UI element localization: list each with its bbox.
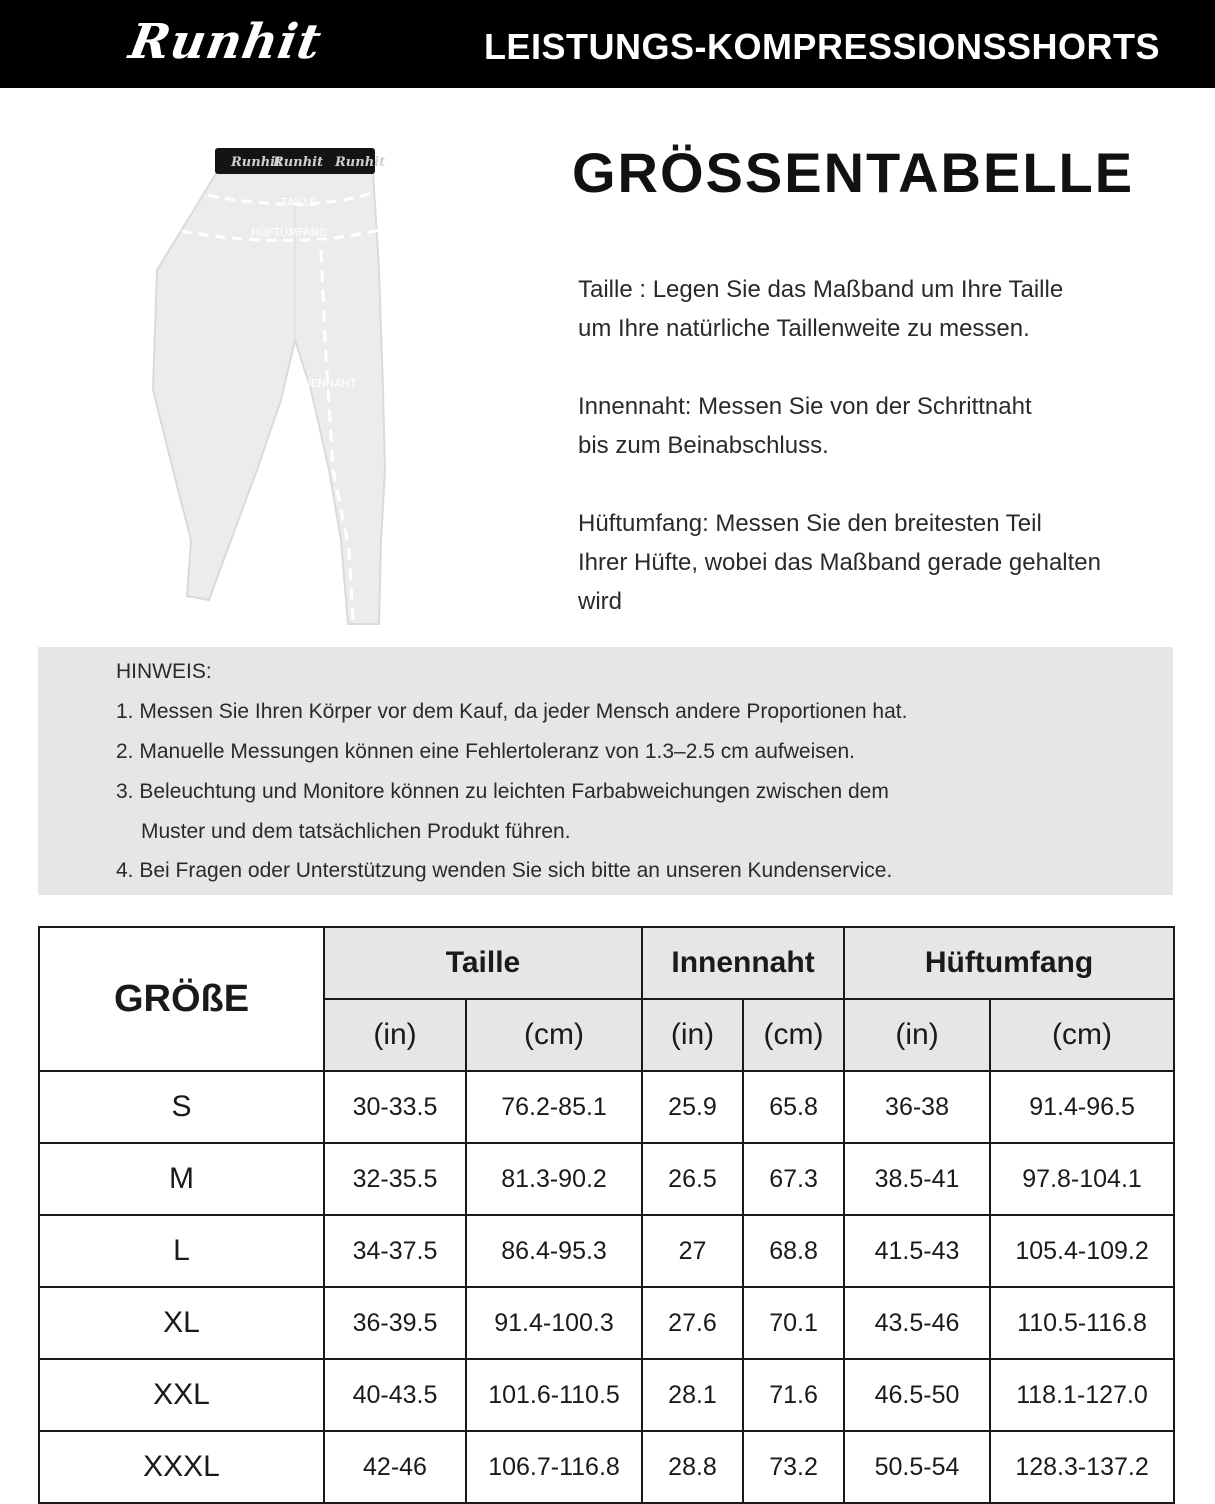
measurement-cell: 67.3	[743, 1143, 844, 1215]
note-box	[38, 647, 1173, 895]
note-item: 1. Messen Sie Ihren Körper vor dem Kauf, da jeder Mensch andere Proportionen hat.	[116, 700, 908, 723]
measurement-cell: 106.7-116.8	[466, 1431, 642, 1503]
inseam-label: INNENNAHT	[291, 377, 357, 390]
measurement-cell: 68.8	[743, 1215, 844, 1287]
svg-text:Runhit: Runhit	[335, 155, 386, 170]
measurement-cell: 40-43.5	[324, 1359, 466, 1431]
measurement-cell: 36-39.5	[324, 1287, 466, 1359]
measurement-cell: 26.5	[642, 1143, 743, 1215]
unit-header: (in)	[844, 999, 990, 1071]
note-item-continuation: Muster und dem tatsächlichen Produkt führen.	[141, 820, 571, 843]
measurement-cell: 65.8	[743, 1071, 844, 1143]
header-title: LEISTUNGS-KOMPRESSIONSSHORTS	[483, 26, 1160, 67]
unit-header: (cm)	[743, 999, 844, 1071]
measurement-cell: 30-33.5	[324, 1071, 466, 1143]
size-table-body	[39, 1071, 1174, 1503]
unit-header: (cm)	[466, 999, 642, 1071]
unit-header: (in)	[642, 999, 743, 1071]
note-heading: HINWEIS:	[116, 660, 212, 683]
waistband-brand: Runhit	[273, 155, 324, 170]
measurement-cell: 76.2-85.1	[466, 1071, 642, 1143]
table-row	[39, 1359, 1174, 1431]
measurement-cell: 81.3-90.2	[466, 1143, 642, 1215]
measurement-cell: 50.5-54	[844, 1431, 990, 1503]
size-cell: XXL	[39, 1359, 324, 1431]
waist-description: Taille : Legen Sie das Maßband um Ihre Taille um Ihre natürliche Taillenweite zu messen.	[578, 276, 1064, 342]
measurement-cell: 70.1	[743, 1287, 844, 1359]
measurement-cell: 25.9	[642, 1071, 743, 1143]
measurement-cell: 28.1	[642, 1359, 743, 1431]
measurement-cell: 34-37.5	[324, 1215, 466, 1287]
size-cell: XXXL	[39, 1431, 324, 1503]
compression-pants-figure	[135, 140, 395, 630]
measurement-cell: 128.3-137.2	[990, 1431, 1174, 1503]
size-cell: S	[39, 1071, 324, 1143]
note-item: 4. Bei Fragen oder Unterstützung wenden Sie sich bitte an unseren Kundenservice.	[116, 859, 893, 882]
size-table	[38, 926, 1175, 1504]
measurement-cell: 118.1-127.0	[990, 1359, 1174, 1431]
hip-group-header: Hüftumfang	[844, 927, 1174, 999]
size-cell: XL	[39, 1287, 324, 1359]
measurement-cell: 97.8-104.1	[990, 1143, 1174, 1215]
page-title: GRÖSSENTABELLE	[572, 141, 1135, 204]
brand-logo: Runhit	[125, 14, 326, 70]
waist-group-header: Taille	[324, 927, 642, 999]
table-row	[39, 1431, 1174, 1503]
waist-label: TAILLE	[281, 196, 317, 209]
measurement-cell: 71.6	[743, 1359, 844, 1431]
measurement-cell: 46.5-50	[844, 1359, 990, 1431]
table-row	[39, 1071, 1174, 1143]
hip-description: Hüftumfang: Messen Sie den breitesten Teil Ihrer Hüfte, wobei das Maßband gerade gehalten wird	[578, 510, 1101, 615]
measurement-cell: 42-46	[324, 1431, 466, 1503]
svg-text:Runhit: Runhit	[231, 155, 282, 170]
unit-header: (cm)	[990, 999, 1174, 1071]
note-item: 2. Manuelle Messungen können eine Fehlertoleranz von 1.3–2.5 cm aufweisen.	[116, 740, 855, 763]
measurement-cell: 110.5-116.8	[990, 1287, 1174, 1359]
inseam-description: Innennaht: Messen Sie von der Schrittnaht bis zum Beinabschluss.	[578, 393, 1032, 459]
size-cell: M	[39, 1143, 324, 1215]
table-row	[39, 1287, 1174, 1359]
unit-header: (in)	[324, 999, 466, 1071]
measurement-cell: 38.5-41	[844, 1143, 990, 1215]
measurement-cell: 27	[642, 1215, 743, 1287]
measurement-cell: 91.4-96.5	[990, 1071, 1174, 1143]
measurement-cell: 73.2	[743, 1431, 844, 1503]
measurement-cell: 43.5-46	[844, 1287, 990, 1359]
size-cell: L	[39, 1215, 324, 1287]
note-item: 3. Beleuchtung und Monitore können zu leichten Farbabweichungen zwischen dem	[116, 780, 889, 803]
measurement-cell: 101.6-110.5	[466, 1359, 642, 1431]
measurement-cell: 32-35.5	[324, 1143, 466, 1215]
measurement-cell: 91.4-100.3	[466, 1287, 642, 1359]
measurement-cell: 27.6	[642, 1287, 743, 1359]
measurement-cell: 28.8	[642, 1431, 743, 1503]
measurement-cell: 86.4-95.3	[466, 1215, 642, 1287]
table-row	[39, 1143, 1174, 1215]
size-column-header: GRÖßE	[39, 927, 324, 1071]
table-row	[39, 1215, 1174, 1287]
header-bar	[0, 0, 1215, 88]
measurement-cell: 105.4-109.2	[990, 1215, 1174, 1287]
hip-label: HÜFTUMFANG	[251, 226, 328, 239]
inseam-group-header: Innennaht	[642, 927, 844, 999]
measurement-cell: 36-38	[844, 1071, 990, 1143]
measurement-cell: 41.5-43	[844, 1215, 990, 1287]
